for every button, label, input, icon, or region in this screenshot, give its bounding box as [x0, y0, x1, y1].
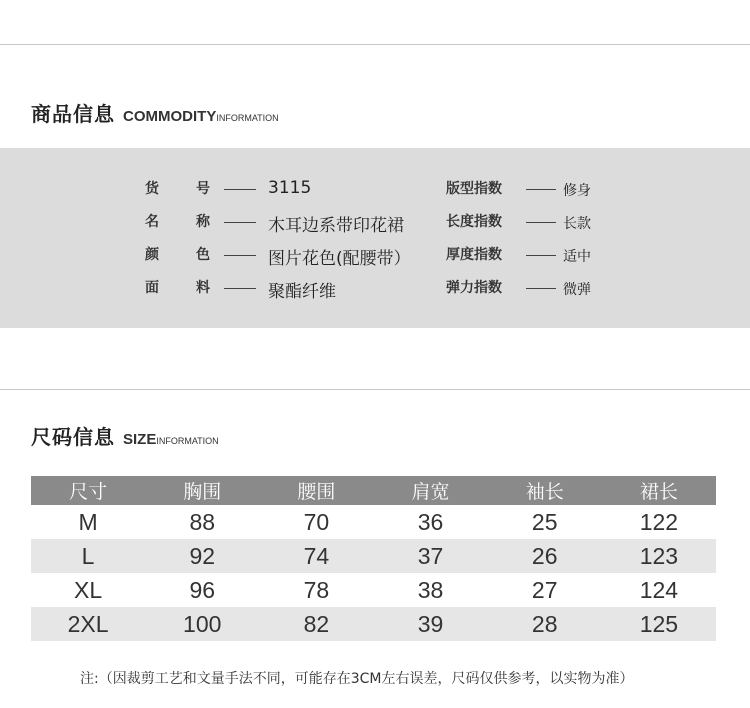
dash-divider [224, 189, 256, 190]
table-cell: 2XL [31, 607, 145, 641]
table-cell: 27 [531, 576, 558, 603]
dash-divider [224, 222, 256, 223]
dash-divider [526, 288, 556, 289]
info-value: 图片花色(配腰带） [268, 249, 411, 269]
size-title-cn: 尺码信息 [31, 425, 115, 449]
table-row [31, 505, 716, 539]
column-header: 腰围 [259, 476, 373, 505]
size-disclaimer-note: 注:（因裁剪工艺和文量手法不同，可能存在3CM左右误差，尺码仅供参考，以实物为准） [80, 671, 634, 687]
table-cell: 82 [259, 607, 373, 641]
dash-divider [526, 255, 556, 256]
index-label: 厚度指数 [446, 247, 502, 263]
table-cell: 28 [488, 607, 602, 641]
info-label: 颜 色 [145, 247, 210, 263]
table-cell: M [78, 508, 98, 535]
table-cell: 92 [145, 539, 259, 573]
dash-divider [526, 189, 556, 190]
middle-divider [0, 389, 750, 390]
commodity-section-title [31, 98, 279, 127]
table-cell: 88 [189, 508, 216, 535]
index-label: 版型指数 [446, 181, 502, 197]
info-value: 3115 [268, 178, 312, 198]
index-value: 修身 [563, 183, 591, 199]
size-title-en-small: INFORMATION [156, 436, 219, 446]
column-header: 裙长 [602, 476, 716, 505]
table-cell: L [31, 539, 145, 573]
column-header: 尺寸 [31, 476, 145, 505]
table-cell: 26 [488, 539, 602, 573]
table-cell: 37 [373, 539, 487, 573]
table-cell: XL [74, 576, 103, 603]
index-value: 长款 [563, 216, 591, 232]
table-cell: 122 [639, 508, 679, 535]
table-cell: 70 [303, 508, 330, 535]
info-row-item-number [0, 178, 750, 202]
info-label: 面 料 [145, 280, 210, 296]
info-row-name [0, 211, 750, 235]
column-header: 胸围 [145, 476, 259, 505]
index-value: 微弹 [563, 282, 591, 298]
commodity-info-panel [0, 148, 750, 328]
table-cell: 39 [373, 607, 487, 641]
index-value: 适中 [563, 249, 591, 265]
top-divider [0, 44, 750, 45]
table-cell: 124 [639, 576, 679, 603]
info-value: 木耳边系带印花裙 [268, 216, 404, 236]
size-table [31, 476, 716, 641]
column-header: 肩宽 [373, 476, 487, 505]
table-cell: 100 [145, 607, 259, 641]
table-cell: 25 [531, 508, 558, 535]
size-section-title [31, 421, 219, 450]
index-label: 弹力指数 [446, 280, 502, 296]
index-label: 长度指数 [446, 214, 502, 230]
commodity-title-cn: 商品信息 [31, 102, 115, 126]
table-row [31, 573, 716, 607]
commodity-title-en: COMMODITY [123, 108, 217, 125]
table-cell: 74 [259, 539, 373, 573]
dash-divider [224, 255, 256, 256]
table-cell: 36 [417, 508, 444, 535]
table-cell: 96 [189, 576, 216, 603]
table-cell: 125 [602, 607, 716, 641]
size-table-header [31, 476, 716, 505]
size-title-en: SIZE [123, 431, 157, 448]
commodity-title-en-small: INFORMATION [216, 113, 279, 123]
table-cell: 123 [602, 539, 716, 573]
info-row-fabric [0, 277, 750, 301]
info-row-color [0, 244, 750, 268]
table-row [31, 607, 716, 641]
column-header: 袖长 [488, 476, 602, 505]
info-label: 名 称 [145, 214, 210, 230]
dash-divider [526, 222, 556, 223]
table-row [31, 539, 716, 573]
table-cell: 38 [417, 576, 444, 603]
info-value: 聚酯纤维 [268, 282, 336, 302]
info-label: 货 号 [145, 181, 210, 197]
dash-divider [224, 288, 256, 289]
table-cell: 78 [303, 576, 330, 603]
